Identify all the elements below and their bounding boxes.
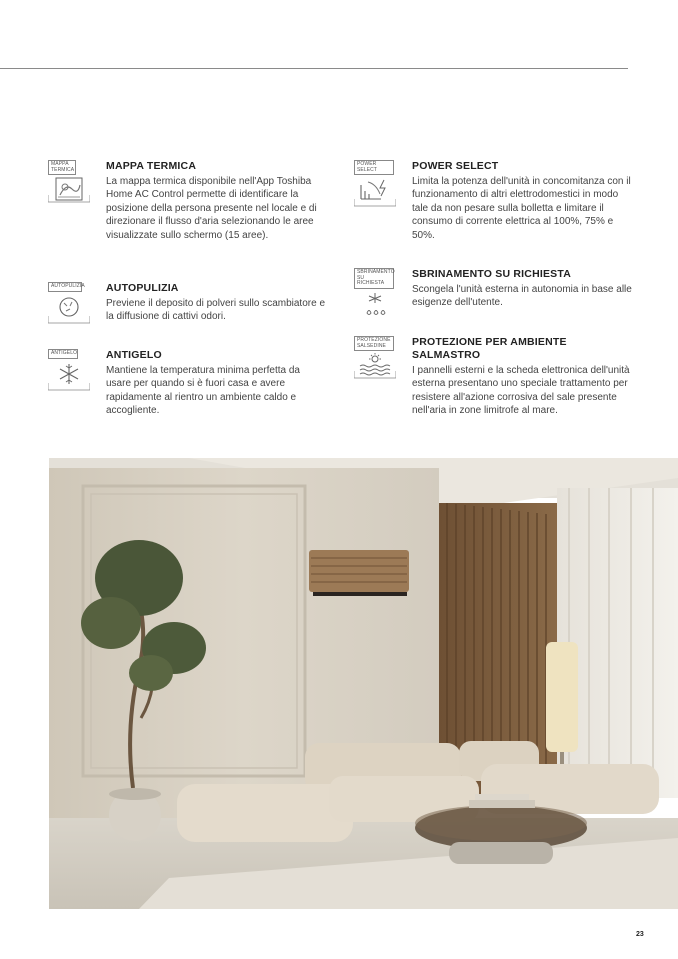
icon-tag: PROTEZIONE SALSEDINE [354,336,394,351]
feature-title: SBRINAMENTO SU RICHIESTA [412,268,572,280]
defrost-on-demand-icon [354,268,398,317]
feature-description: Limita la potenza dell'unità in concomitanza con il funzionamento di altri elettrodomestici in modo tale da non pesare sulla bolletta e limitare il consumo di corrente elettrica al 100%, 75% e 50%. [412,176,631,241]
power-select-icon [354,160,398,207]
feature-title: AUTOPULIZIA [106,282,179,294]
feature-description: I pannelli esterni e la scheda elettronica dell'unità esterna presentano uno speciale trattamento per resistere all'azione corrosiva del sale presente nell'aria in zone limitrofe al mare. [412,365,630,417]
feature-description: Scongela l'unità esterna in autonomia in base alle esigenze dell'utente. [412,284,632,309]
feature-description: Previene il deposito di polveri sullo scambiatore e la diffusione di cattivi odori. [106,298,326,323]
icon-tag: SBRINAMENTO SU RICHIESTA [354,268,394,289]
feature-autopulizia [48,282,338,332]
feature-power-select [354,160,644,245]
icon-tag: POWER SELECT [354,160,394,175]
thermal-map-icon [48,160,92,203]
living-room-photo [49,458,678,909]
feature-title: PROTEZIONE PER AMBIENTE SALMASTRO [412,336,567,361]
feature-title: MAPPA TERMICA [106,160,197,172]
feature-sbrinamento [354,268,644,318]
feature-protezione-salmastro [354,336,644,421]
icon-tag: MAPPA TERMICA [48,160,76,175]
feature-description: La mappa termica disponibile nell'App Toshiba Home AC Control permette di identificare la posizione della persona presente nel locale e di direzionare il flusso d'aria selezionando le aree visualizzate sullo schermo (15 aree). [106,176,317,241]
icon-tag: ANTIGELO [48,349,78,359]
page-number: 23 [636,931,644,938]
top-divider [0,68,628,69]
self-clean-icon [48,282,92,324]
feature-description: Mantiene la temperatura minima perfetta da usare per quando si è fuori casa e avere rapidamente al rientro un ambiente caldo e accogliente. [106,365,300,417]
feature-mappa-termica [48,160,338,260]
feature-title: POWER SELECT [412,160,499,172]
salt-protection-icon [354,336,398,379]
antifreeze-icon [48,349,92,391]
feature-title: ANTIGELO [106,349,162,361]
feature-antigelo [48,349,338,419]
icon-tag: AUTOPULIZIA [48,282,82,292]
